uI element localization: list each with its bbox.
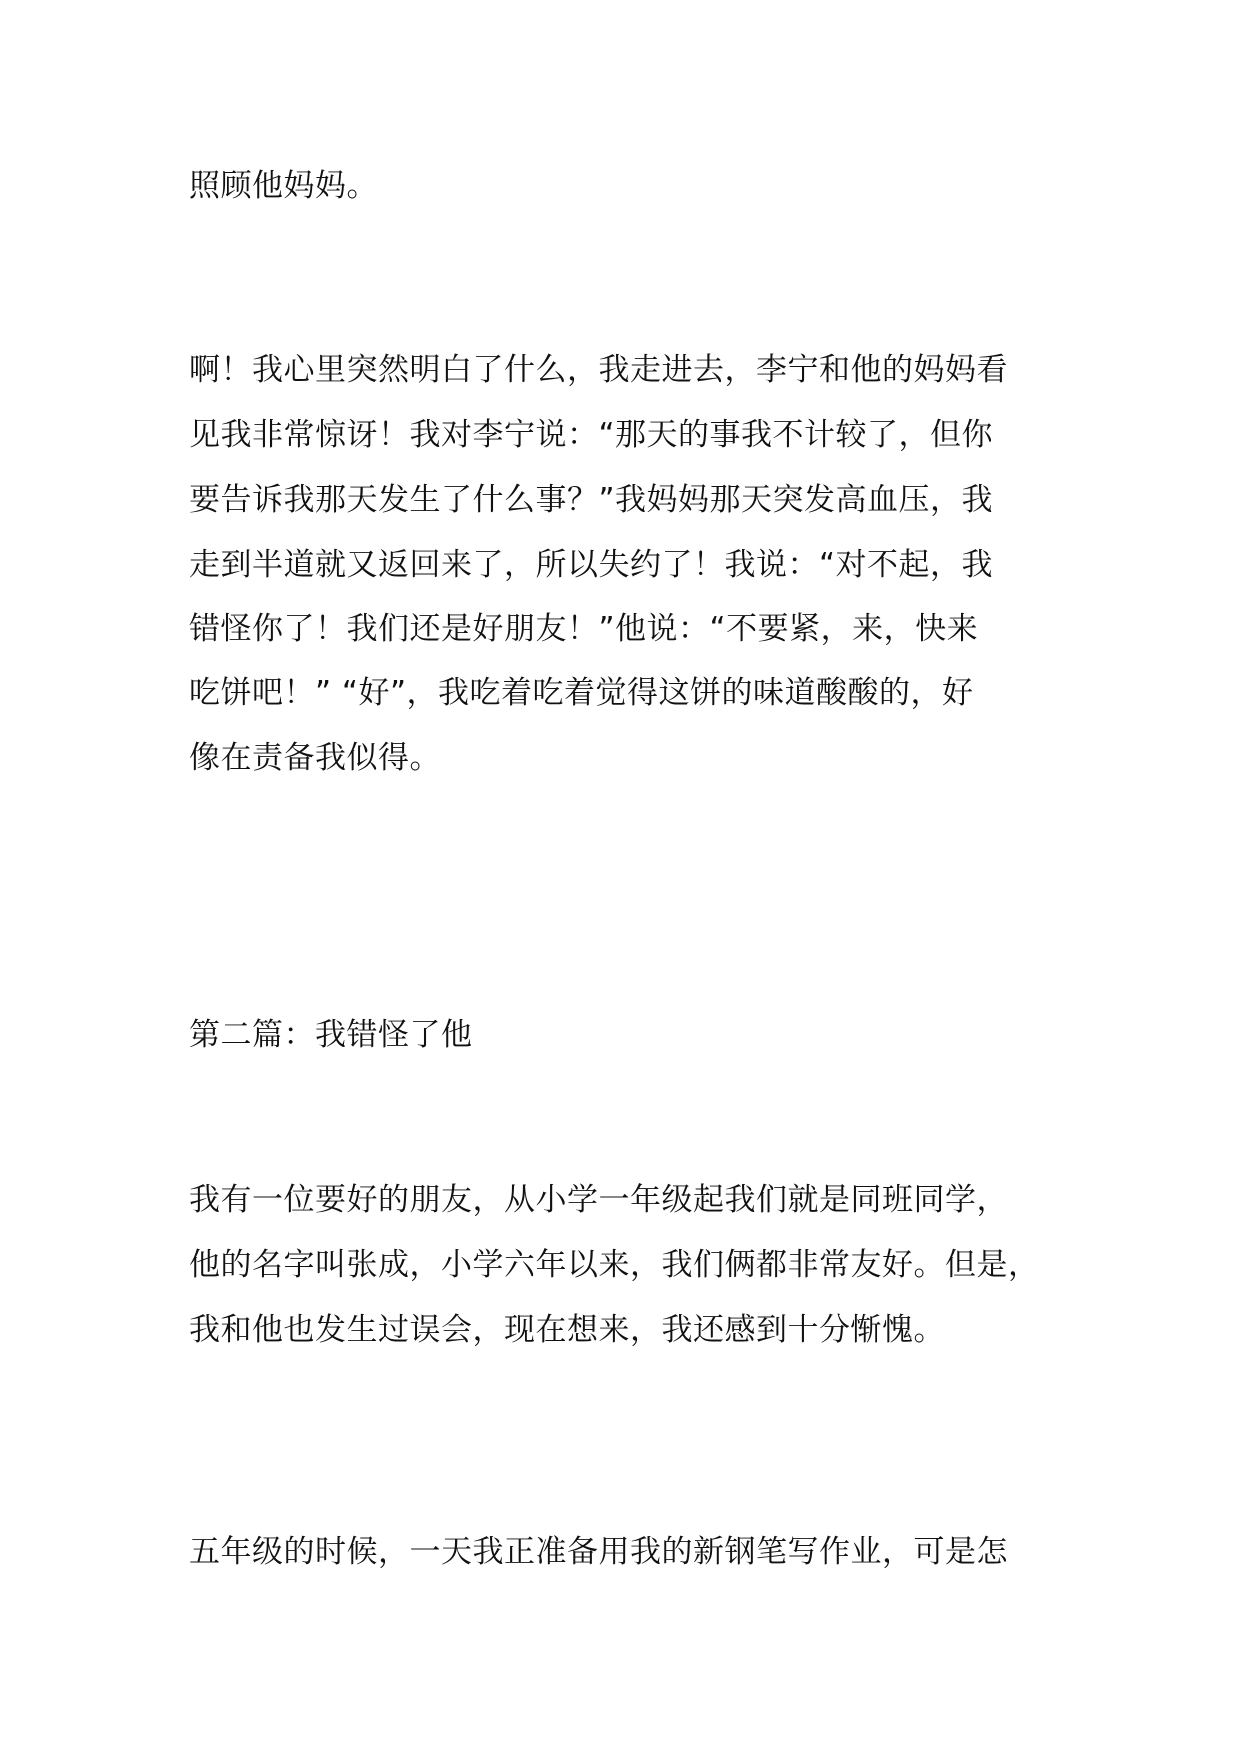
paragraph-line: 啊！我心里突然明白了什么，我走进去，李宁和他的妈妈看 — [189, 352, 1008, 388]
paragraph-line: 像在责备我似得。 — [189, 740, 441, 776]
paragraph-line: 我有一位要好的朋友，从小学一年级起我们就是同班同学， — [189, 1182, 1008, 1218]
paragraph-line: 五年级的时候，一天我正准备用我的新钢笔写作业，可是怎 — [189, 1534, 1008, 1570]
paragraph-line: 吃饼吧！” “好”，我吃着吃着觉得这饼的味道酸酸的，好 — [189, 675, 974, 711]
paragraph-line: 我和他也发生过误会，现在想来，我还感到十分惭愧。 — [189, 1312, 945, 1348]
paragraph-line: 要告诉我那天发生了什么事？”我妈妈那天突发高血压，我 — [189, 482, 994, 518]
paragraph-line: 照顾他妈妈。 — [189, 168, 378, 204]
paragraph-line: 走到半道就又返回来了，所以失约了！我说：“对不起，我 — [189, 547, 994, 583]
paragraph-line: 见我非常惊讶！我对李宁说：“那天的事我不计较了，但你 — [189, 417, 994, 453]
section-heading: 第二篇：我错怪了他 — [189, 1017, 473, 1053]
paragraph-line: 错怪你了！我们还是好朋友！”他说：“不要紧，来，快来 — [189, 611, 979, 647]
paragraph-line: 他的名字叫张成，小学六年以来，我们俩都非常友好。但是， — [189, 1247, 1040, 1283]
